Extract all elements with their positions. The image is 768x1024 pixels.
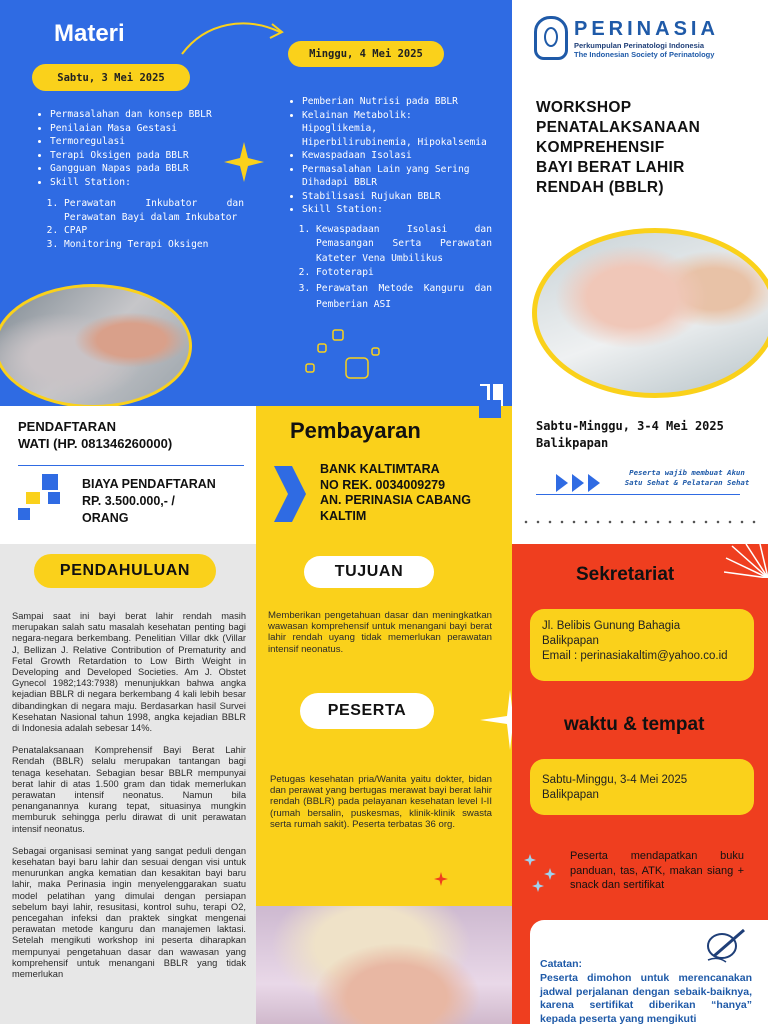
tujuan-title: TUJUAN — [304, 556, 434, 588]
starburst-icon — [480, 690, 512, 750]
list-item: • Kelainan Metabolik: Hipoglikemia, Hiperbilirubinemia, Hipokalsemia — [302, 109, 492, 150]
list-item: • Terapi Oksigen pada BBLR — [50, 149, 244, 163]
dotted-line — [520, 520, 764, 524]
skill-item: 2. Fototerapi — [316, 266, 492, 281]
writing-hand-icon — [704, 926, 746, 964]
event-date: Sabtu-Minggu, 3-4 Mei 2025 Balikpapan — [536, 419, 724, 450]
perinasia-logo — [534, 16, 719, 60]
catatan-label: Catatan: — [540, 958, 583, 970]
list-item: • Termoregulasi — [50, 135, 244, 149]
org-subtitle: Perkumpulan Perinatologi Indonesia — [574, 40, 705, 50]
day1-date-pill: Sabtu, 3 Mei 2025 — [32, 64, 190, 91]
tujuan-peserta-panel — [256, 544, 512, 1024]
workshop-title: WORKSHOP PENATALAKSANAAN KOMPREHENSIF BAYI BERAT LAHIR RENDAH (BBLR) — [536, 99, 701, 196]
registration-title: PENDAFTARAN WATI (HP. 081346260000) — [18, 419, 173, 451]
sekretariat-box — [530, 609, 754, 681]
list-item: • Permasalahan Lain yang Sering Dihadapi BBLR — [302, 163, 492, 190]
title-panel — [512, 0, 768, 406]
stars-icon — [524, 852, 564, 892]
list-item: • Kewaspadaan Isolasi — [302, 149, 492, 163]
curved-arrow-icon — [176, 14, 292, 64]
triple-chevron-icon — [554, 470, 606, 496]
list-item: • Penilaian Masa Gestasi — [50, 122, 244, 136]
materi-title: Materi — [54, 20, 125, 47]
waktu-dates: Sabtu-Minggu, 3-4 Mei 2025 — [542, 774, 688, 786]
skill-item: 1. Perawatan Inkubator dan Perawatan Bayi dalam Inkubator — [64, 197, 244, 224]
tujuan-text: Memberikan pengetahuan dasar dan meningkatkan wawasan komprehensif untuk menangani bayi berat lahir rendah uyang tidak memerlukan perawatan intensif neonatus. — [268, 610, 492, 655]
list-item: • Gangguan Napas pada BBLR — [50, 162, 244, 176]
sekretariat-city: Balikpapan — [542, 635, 599, 647]
peserta-text: Petugas kesehatan pria/Wanita yaitu dokter, bidan dan perawat yang bertugas merawat bayi berat lahir rendah (BBLR) pada pelayanan kesehatan level I-II (rumah bersalin, puskesmas, klinik-klinik swasta serta rumah sakit). Peserta terbatas 36 org. — [270, 774, 492, 830]
decor-block — [479, 400, 501, 418]
baby-photo-incubator — [0, 284, 192, 406]
list-item: • Pemberian Nutrisi pada BBLR — [302, 95, 492, 109]
list-item: • Permasalahan dan konsep BBLR — [50, 108, 244, 122]
sekretariat-address: Jl. Belibis Gunung Bahagia — [542, 620, 681, 632]
waktu-city: Balikpapan — [542, 789, 599, 801]
pendahuluan-panel — [0, 544, 256, 1024]
sekretariat-email: Email : perinasiakaltim@yahoo.co.id — [542, 650, 728, 662]
skill-item: 3. Perawatan Metode Kanguru dan Pemberian ASI — [316, 281, 492, 313]
divider — [18, 465, 244, 466]
payment-title: Pembayaran — [290, 418, 421, 443]
skill-item: 3. Monitoring Terapi Oksigen — [64, 238, 244, 252]
list-item: • Skill Station: — [50, 176, 244, 190]
sparkle-icon — [224, 142, 264, 182]
baby-photo-hand — [532, 228, 768, 398]
waktu-box — [530, 759, 754, 815]
benefit-text: Peserta mendapatkan buku panduan, tas, ATK, makan siang + snack dan sertifikat — [570, 850, 744, 891]
org-name: PERINASIA — [574, 17, 719, 40]
peserta-title: PESERTA — [300, 693, 434, 729]
day2-date-pill: Minggu, 4 Mei 2025 — [288, 41, 444, 67]
day2-list — [286, 95, 492, 313]
org-subtitle-en: The Indonesian Society of Perinatology — [574, 49, 715, 59]
perinasia-logo-icon — [534, 16, 568, 60]
waktu-title: waktu & tempat — [564, 714, 705, 735]
pixel-blocks-icon — [18, 474, 66, 520]
baby-photo-sleeping — [256, 906, 512, 1024]
registration-contact: WATI (HP. 081346260000) — [18, 436, 173, 451]
day1-list — [34, 108, 244, 251]
list-item: • Stabilisasi Rujukan BBLR — [302, 190, 492, 204]
account-note: Peserta wajib membuat Akun Satu Sehat & Pelataran Sehat — [624, 468, 750, 487]
materi-panel — [0, 0, 512, 406]
skill-item: 1. Kewaspadaan Isolasi dan Pemasangan Serta Perawatan Kateter Vena Umbilikus — [316, 223, 492, 267]
list-item: • Skill Station: — [302, 203, 492, 217]
info-panel — [512, 544, 768, 1024]
payment-panel — [256, 406, 512, 544]
chevron-right-icon — [272, 464, 308, 524]
catatan-text: Peserta dimohon untuk merencanakan jadwal perjalanan dengan sebaik-baiknya, karena sertifikat diberikan “hanya” kepada peserta yang mengikuti — [540, 972, 752, 1024]
decor-block — [469, 386, 487, 400]
decorative-squares-icon — [300, 328, 384, 390]
skill-item: 2. CPAP — [64, 224, 244, 238]
catatan-card — [530, 920, 768, 1024]
registration-panel — [0, 406, 256, 544]
sparkle-icon — [434, 872, 448, 886]
sekretariat-title: Sekretariat — [576, 564, 675, 585]
event-panel — [512, 406, 768, 544]
payment-details: BANK KALTIMTARA NO REK. 0034009279 AN. PERINASIA CABANG KALTIM — [320, 462, 471, 523]
pendahuluan-text: Sampai saat ini bayi berat lahir rendah masih merupakan salah satu masalah kesehatan penting bagi negara-negara berkembang. Penelitian Villar dkk (Villar J, Bellizan J. Relative Contribution of Prematurity and Fetal Growth Retardation to Low Birth Weight in Developing and Developed Societies. Am J. Obstet Gynecol 1982;143:7938) menunjukkan bahwa angka kejadian BBLR di negara berkembang 4 kali lebih besar dibandingkan di negara maju. Berdasarkan hasil Survei Kesehatan Nasional tahun 1998, angka kejadian BBLR di Indonesia adalah sebesar 14%. Penatalaksanaan Komprehensif Bayi Berat Lahir Rendah (BBLR) selalu merupakan tantangan bagi tenaga kesehatan. Sebagian besar BBLR mempunyai berat lahir di atas 1.500 gram dan tidak memerlukan perawatan intensif neonatus. Namun bila penanganannya kurang tepat, situasinya mungkin memburuk sehingga perlu dirawat di unit perawatan intensif neonatus. Sebagai organisasi seminat yang sangat peduli dengan kesehatan bayi baru lahir dan sesuai dengan visi untuk menurunkan angka kematian dan kesakitan bayi baru lahir, maka Perinasia ingin menyelenggarakan suatu model pelatihan yang dimulai dengan persiapan sebelum bayi lahir, resusitasi, kontrol suhu, terapi O2, pencegahan infeksi dan praktek singkat mengenai perawatan metode kanguru dan manajemen laktasi. Setelah mengikuti workshop ini peserta diharapkan mempunyai pengetahuan dasar dan wawasan yang komprehensif untuk menangani BBLR yang tidak memerlukan — [12, 611, 246, 980]
sunburst-icon — [724, 544, 768, 578]
divider — [536, 494, 740, 495]
registration-fee: BIAYA PENDAFTARAN RP. 3.500.000,- / ORANG — [82, 477, 216, 525]
pendahuluan-title: PENDAHULUAN — [34, 554, 216, 588]
